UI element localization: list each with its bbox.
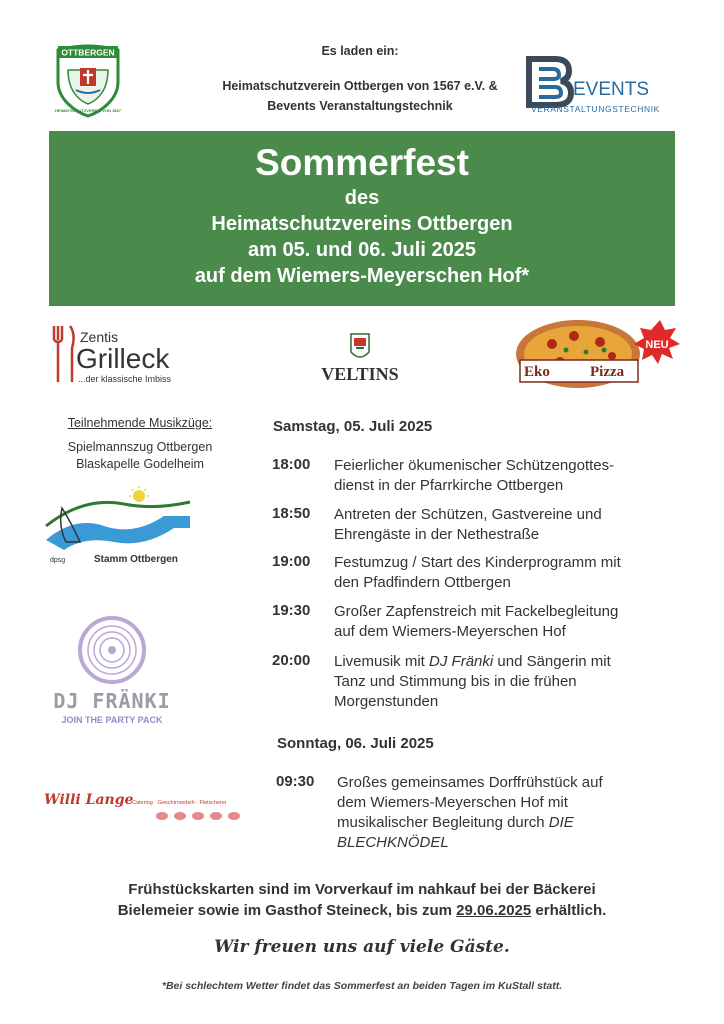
svg-text:VERANSTALTUNGSTECHNIK: VERANSTALTUNGSTECHNIK xyxy=(531,104,660,114)
schedule-item: Großes gemeinsames Dorffrühstück auf dem Wiemers-Meyerschen Hof mit musikalischer Begleitung durch DIE BLECHKNÖDEL xyxy=(337,774,603,851)
svg-text:dpsg: dpsg xyxy=(50,557,66,564)
host-line-2: Bevents Veranstaltungstechnik xyxy=(267,99,453,113)
svg-text:Zentis: Zentis xyxy=(80,329,119,345)
schedule-time: 18:50 xyxy=(272,505,311,522)
bevents-logo xyxy=(525,55,685,115)
banner-line-4: auf dem Wiemers-Meyerschen Hof* xyxy=(194,265,530,287)
schedule-item: Antreten der Schützen, Gastvereine und Ehrengäste in der Nethestraße xyxy=(334,506,602,543)
banner-line-3: am 05. und 06. Juli 2025 xyxy=(248,239,476,261)
svg-text:VELTINS: VELTINS xyxy=(321,364,399,384)
willi-lange-logo xyxy=(44,786,249,826)
schedule-item: Feierlicher ökumenischer Schützengottes- dienst in der Pfarrkirche Ottbergen xyxy=(334,457,615,494)
svg-text:NEU: NEU xyxy=(645,339,669,351)
presale-info: Frühstückskarten sind im Vorverkauf im nahkauf bei der Bäckerei Bielemeier sowie im Gasthof Steineck, bis zum 29.06.2025 erhältlich. xyxy=(117,881,607,919)
veltins-logo xyxy=(315,330,405,386)
schedule-time: 09:30 xyxy=(276,773,315,790)
svg-text:DJ FRÄNKI: DJ FRÄNKI xyxy=(53,689,171,713)
schedule-time: 19:00 xyxy=(272,553,311,570)
svg-text:Catering · Geschirrverleih · F: Catering · Geschirrverleih · Fleischerei xyxy=(132,800,227,806)
band-1: Spielmannszug Ottbergen xyxy=(67,440,213,454)
schedule-time: 20:00 xyxy=(272,652,311,669)
dj-fraenki-logo xyxy=(50,616,180,728)
schedule-time: 18:00 xyxy=(272,456,311,473)
zentis-grilleck-logo xyxy=(48,322,208,384)
title-banner xyxy=(49,131,675,306)
svg-text:...der klassische Imbiss: ...der klassische Imbiss xyxy=(78,374,172,384)
saturday-heading: Samstag, 05. Juli 2025 xyxy=(273,418,433,435)
event-title: Sommerfest xyxy=(255,142,469,183)
svg-text:HEIMATSCHUTZVEREIN VON 1567: HEIMATSCHUTZVEREIN VON 1567 xyxy=(55,108,121,113)
svg-text:Willi Lange: Willi Lange xyxy=(44,792,134,808)
host-line-1: Heimatschutzverein Ottbergen von 1567 e.V. & xyxy=(222,79,498,93)
svg-text:EVENTS: EVENTS xyxy=(573,79,650,100)
svg-text:OTTBERGEN: OTTBERGEN xyxy=(61,47,115,58)
bands-heading: Teilnehmende Musikzüge: xyxy=(67,416,213,430)
schedule-time: 19:30 xyxy=(272,602,311,619)
dpsg-logo xyxy=(44,486,194,568)
banner-line-2: Heimatschutzvereins Ottbergen xyxy=(211,213,513,235)
svg-text:Eko: Eko xyxy=(524,364,550,380)
slogan: Wir freuen uns auf viele Gäste. xyxy=(214,937,510,957)
svg-text:Pizza: Pizza xyxy=(590,364,625,380)
banner-line-1: des xyxy=(344,187,380,209)
invite-line: Es laden ein: xyxy=(321,44,399,58)
ottbergen-crest-logo xyxy=(52,42,124,118)
band-2: Blaskapelle Godelheim xyxy=(76,457,204,471)
svg-text:JOIN THE PARTY PACK: JOIN THE PARTY PACK xyxy=(61,715,163,725)
schedule-item: Festumzug / Start des Kinderprogramm mit den Pfadfindern Ottbergen xyxy=(334,554,621,591)
weather-note: *Bei schlechtem Wetter findet das Sommerfest an beiden Tagen im KuStall statt. xyxy=(161,980,563,992)
svg-text:Grilleck: Grilleck xyxy=(76,343,170,374)
schedule-item: Großer Zapfenstreich mit Fackelbegleitung auf dem Wiemers-Meyerschen Hof xyxy=(334,603,619,640)
eko-pizza-logo xyxy=(512,316,682,388)
sunday-heading: Sonntag, 06. Juli 2025 xyxy=(277,735,434,752)
schedule-item: Livemusik mit DJ Fränki und Sängerin mit Tanz und Stimmung bis in die frühen Morgenstunden xyxy=(334,653,611,710)
svg-text:Stamm Ottbergen: Stamm Ottbergen xyxy=(94,554,178,565)
